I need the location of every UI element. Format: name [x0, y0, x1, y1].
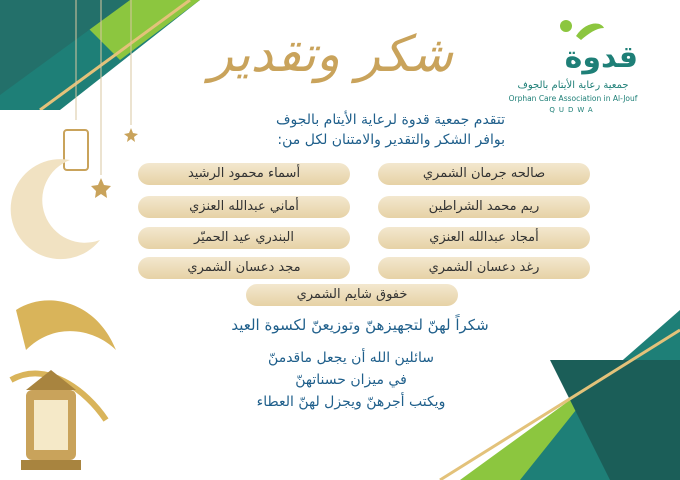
name-pill: رغد دعسان الشمري	[378, 257, 590, 279]
name-pill: صالحه جرمان الشمري	[378, 163, 590, 185]
name-pill: أمجاد عبدالله العنزي	[378, 227, 590, 249]
intro-line-1: تتقدم جمعية قدوة لرعاية الأيتام بالجوف	[276, 112, 505, 128]
intro-line-2: بوافر الشكر والتقدير والامتنان لكل من:	[277, 132, 505, 148]
logo-english-subtitle: Orphan Care Association in Al-Jouf	[508, 94, 638, 103]
name-pill: ريم محمد الشراطين	[378, 196, 590, 218]
logo-arabic-subtitle: جمعية رعاية الأيتام بالجوف	[517, 80, 629, 91]
name-pill: أسماء محمود الرشيد	[138, 163, 350, 185]
logo-latin-name: QUDWA	[549, 106, 597, 114]
prayer-line-3: ويكتب أجرهنّ ويجزل لهنّ العطاء	[256, 394, 446, 410]
name-pill: خفوق شايم الشمري	[246, 284, 458, 306]
name-pill: أماني عبدالله العنزي	[138, 196, 350, 218]
page-title: شكر وتقدير	[208, 25, 454, 83]
prayer-line-1: سائلين الله أن يجعل ماقدمنّ	[268, 350, 434, 366]
prayer-line-2: في ميزان حسناتهنّ	[295, 372, 407, 388]
name-pill: البندري عيد الحميّر	[138, 227, 350, 249]
crescent-decoration	[0, 150, 110, 260]
thanks-message: شكراً لهنّ لتجهيزهنّ وتوزيعنّ لكسوة العيد	[231, 316, 489, 334]
logo-name: قدوة	[564, 40, 638, 75]
association-logo	[488, 16, 658, 116]
lantern-decoration	[6, 290, 126, 480]
name-pill: مجد دعسان الشمري	[138, 257, 350, 279]
